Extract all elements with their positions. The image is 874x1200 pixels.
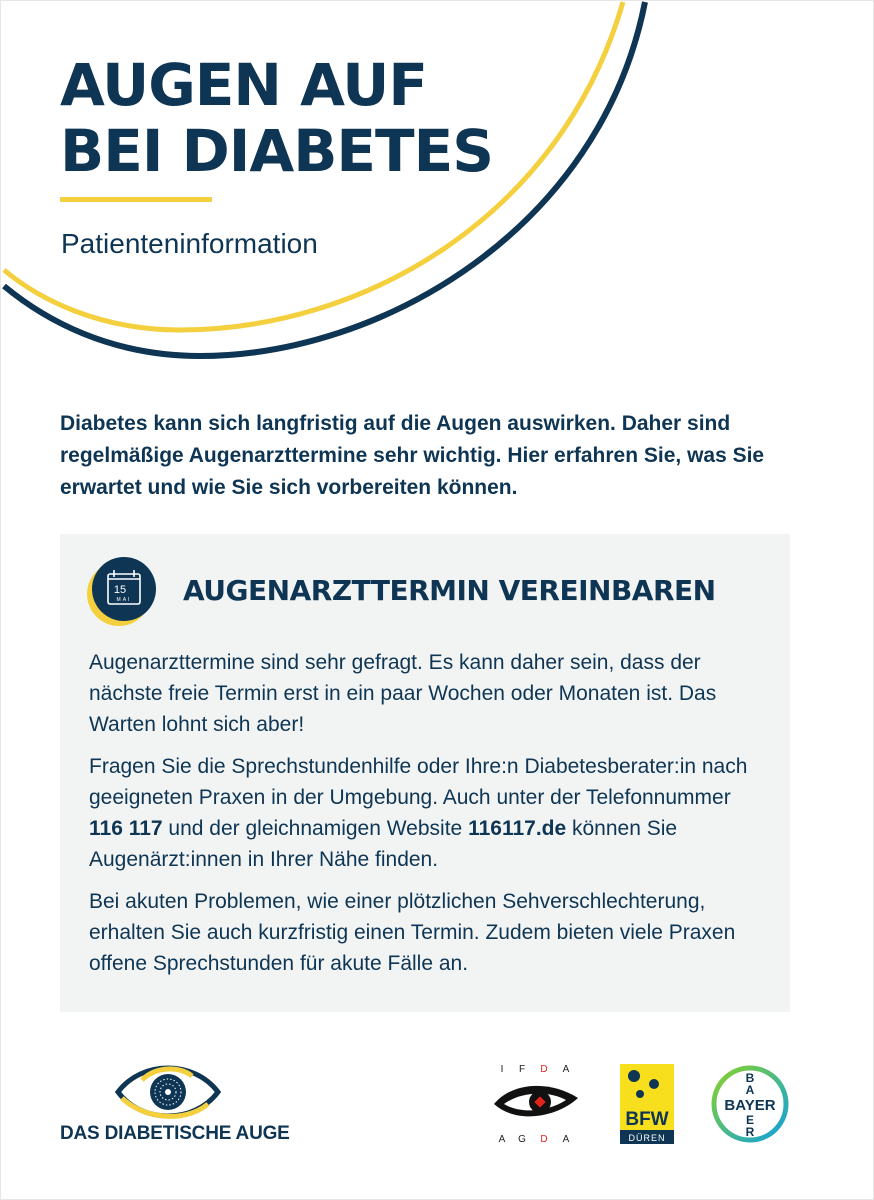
calendar-day: 15 [113, 584, 127, 596]
title-line-2: BEI DIABETES [60, 117, 493, 185]
website-link[interactable]: 116117.de [468, 817, 567, 840]
paragraph-2-text-a: Fragen Sie die Sprechstundenhilfe oder Ihre:n Diabetesberater:in nach geeigneten Praxen in der Umgebung. Auch unter der Telefonnummer [89, 755, 748, 809]
section-body [89, 647, 769, 990]
paragraph-3: Bei akuten Problemen, wie einer plötzlichen Sehverschlechterung, erhalten Sie auch kurzfristig einen Termin. Zudem bieten viele Praxen offene Sprechstunden für akute Fälle an. [89, 890, 736, 975]
page-title [60, 52, 493, 184]
bayer-horizontal-text: BAYER [724, 1097, 776, 1114]
title-line-1: AUGEN AUF [60, 51, 427, 119]
intro-paragraph: Diabetes kann sich langfristig auf die Augen auswirken. Daher sind regelmäßige Augenarzttermine sehr wichtig. Hier erfahren Sie, was Sie erwartet und wie Sie sich vorbereiten können. [60, 412, 765, 499]
ifda-letter-d: D [540, 1064, 548, 1075]
bfw-dueren-logo [620, 1064, 674, 1144]
paragraph-2-text-c: können Sie Augenärzt:innen in Ihrer Nähe finden. [89, 817, 678, 871]
calendar-icon [86, 556, 158, 628]
paragraph-2-text-b: und der gleichnamigen Website [162, 817, 469, 840]
agda-letter-g: G [518, 1134, 526, 1145]
section-title: AUGENARZTTERMIN VEREINBAREN [183, 574, 716, 607]
bayer-logo [710, 1064, 790, 1144]
agda-letter-a2: A [562, 1134, 570, 1145]
bayer-vertical-b: B [745, 1071, 755, 1085]
bayer-vertical-e: E [745, 1113, 755, 1127]
ifda-letter-f: F [518, 1064, 526, 1075]
bayer-vertical-r: R [745, 1125, 755, 1139]
paragraph-2 [89, 751, 769, 875]
ifda-agda-logo [490, 1062, 580, 1146]
diabetic-eye-logo-icon [112, 1062, 224, 1122]
diabetic-eye-logo-text: DAS DIABETISCHE AUGE [60, 1123, 290, 1144]
bfw-subtext: DÜREN [628, 1133, 666, 1143]
paragraph-1: Augenarzttermine sind sehr gefragt. Es kann daher sein, dass der nächste freie Termin erst in ein paar Wochen oder Monaten ist. Das Warten lohnt sich aber! [89, 651, 717, 736]
bfw-text: BFW [625, 1109, 669, 1130]
agda-letter-a1: A [498, 1134, 506, 1145]
bayer-vertical-a: A [745, 1083, 755, 1097]
ifda-letter-i: I [500, 1064, 504, 1075]
agda-letter-d: D [540, 1134, 548, 1145]
phone-number: 116 117 [89, 817, 163, 840]
page-subtitle: Patienteninformation [61, 228, 318, 259]
info-card [60, 534, 790, 1012]
calendar-month: MAI [116, 597, 132, 603]
ifda-letter-a: A [562, 1064, 570, 1075]
title-underline [60, 197, 212, 202]
